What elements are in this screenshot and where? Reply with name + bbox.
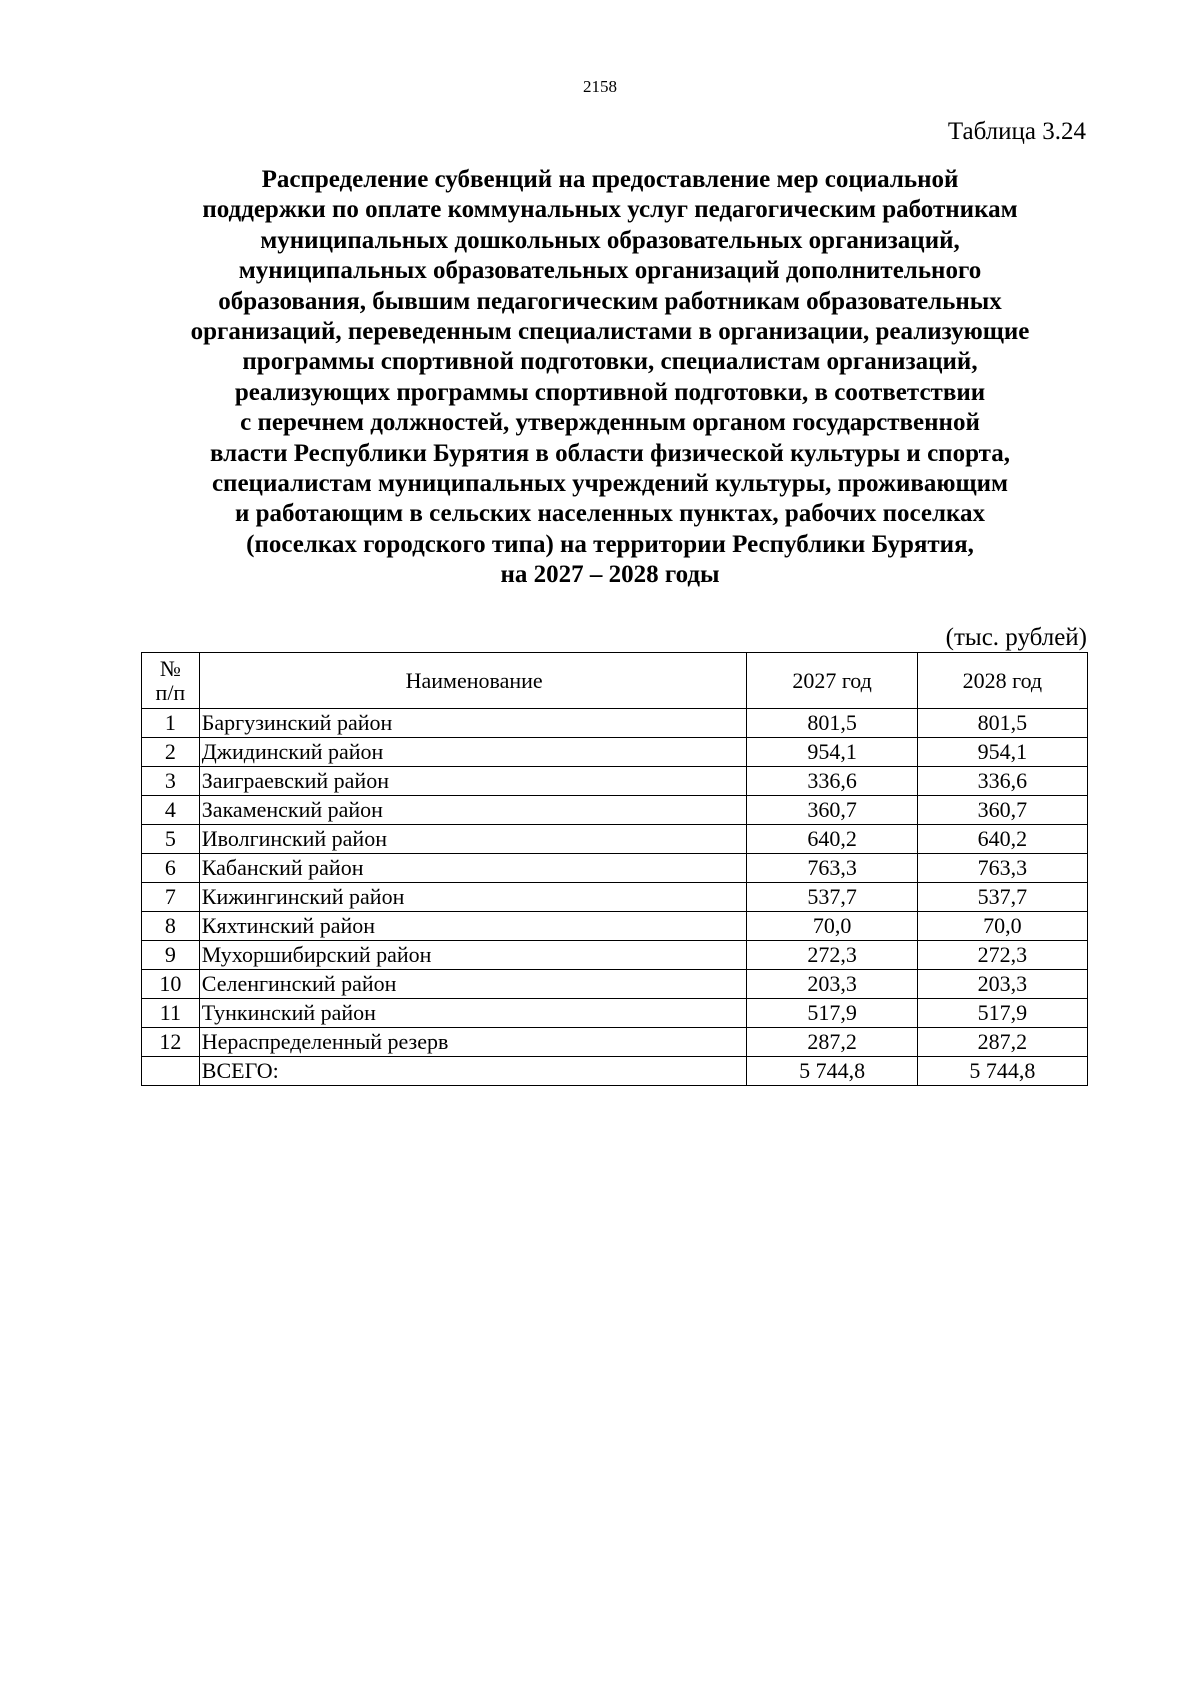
row-value-2028: 640,2 — [917, 825, 1087, 854]
row-value-2028: 954,1 — [917, 738, 1087, 767]
header-num-symbol: № — [159, 655, 181, 681]
table-row — [142, 883, 1088, 912]
row-name: Джидинский район — [199, 738, 747, 767]
table-row — [142, 1028, 1088, 1057]
total-value-2028: 5 744,8 — [917, 1057, 1087, 1086]
table-header-row — [142, 653, 1088, 709]
row-num: 12 — [142, 1028, 200, 1057]
title-line: муниципальных дошкольных образовательных организаций, — [260, 226, 960, 254]
row-name: Иволгинский район — [199, 825, 747, 854]
row-num: 1 — [142, 709, 200, 738]
row-name-total: ВСЕГО: — [199, 1057, 747, 1086]
row-num: 7 — [142, 883, 200, 912]
row-name: Закаменский район — [199, 796, 747, 825]
header-year-2027: 2027 год — [747, 653, 917, 709]
row-value-2027: 203,3 — [747, 970, 917, 999]
row-value-2027: 763,3 — [747, 854, 917, 883]
row-value-2028: 336,6 — [917, 767, 1087, 796]
title-line: организаций, переведенным специалистами в организации, реализующие — [190, 318, 1030, 346]
row-num: 8 — [142, 912, 200, 941]
title-line: (поселках городского типа) на территории Республики Бурятия, — [246, 530, 974, 558]
row-name: Баргузинский район — [199, 709, 747, 738]
row-num: 3 — [142, 767, 200, 796]
title-line: программы спортивной подготовки, специалистам организаций, — [242, 348, 978, 376]
row-value-2027: 640,2 — [747, 825, 917, 854]
title-line: образования, бывшим педагогическим работникам образовательных — [218, 287, 1002, 315]
table-row — [142, 999, 1088, 1028]
row-num: 9 — [142, 941, 200, 970]
header-num — [142, 653, 200, 709]
table-row — [142, 738, 1088, 767]
row-value-2028: 272,3 — [917, 941, 1087, 970]
row-name: Кижингинский район — [199, 883, 747, 912]
total-value-2027: 5 744,8 — [747, 1057, 917, 1086]
row-value-2027: 537,7 — [747, 883, 917, 912]
title-line: специалистам муниципальных учреждений культуры, проживающим — [211, 470, 1009, 498]
table-row — [142, 941, 1088, 970]
header-num-abbr: п/п — [155, 679, 186, 705]
row-name: Мухоршибирский район — [199, 941, 747, 970]
row-num — [142, 1057, 200, 1086]
table-row — [142, 767, 1088, 796]
row-value-2028: 360,7 — [917, 796, 1087, 825]
row-value-2028: 203,3 — [917, 970, 1087, 999]
row-value-2027: 801,5 — [747, 709, 917, 738]
table-row — [142, 970, 1088, 999]
title-line: поддержки по оплате коммунальных услуг педагогическим работникам — [202, 196, 1018, 224]
table-row — [142, 854, 1088, 883]
row-name: Тункинский район — [199, 999, 747, 1028]
row-value-2028: 517,9 — [917, 999, 1087, 1028]
row-num: 4 — [142, 796, 200, 825]
row-value-2027: 70,0 — [747, 912, 917, 941]
row-name: Селенгинский район — [199, 970, 747, 999]
title-line: с перечнем должностей, утвержденным органом государственной — [240, 409, 980, 437]
row-value-2027: 272,3 — [747, 941, 917, 970]
title-line: власти Республики Бурятия в области физической культуры и спорта, — [210, 439, 1010, 467]
page-number: 2158 — [583, 77, 617, 96]
table-row — [142, 796, 1088, 825]
title-line: и работающим в сельских населенных пунктах, рабочих поселках — [234, 500, 986, 528]
table-row — [142, 912, 1088, 941]
row-num: 6 — [142, 854, 200, 883]
table-title — [140, 165, 1080, 591]
table-label: Таблица 3.24 — [947, 118, 1086, 145]
row-num: 5 — [142, 825, 200, 854]
row-value-2028: 763,3 — [917, 854, 1087, 883]
subvention-table — [141, 652, 1088, 1086]
title-line: реализующих программы спортивной подготовки, в соответствии — [234, 378, 986, 406]
row-value-2027: 287,2 — [747, 1028, 917, 1057]
row-value-2027: 954,1 — [747, 738, 917, 767]
title-line: на 2027 – 2028 годы — [500, 561, 720, 589]
header-name: Наименование — [199, 653, 747, 709]
title-line: Распределение субвенций на предоставление мер социальной — [261, 166, 959, 193]
row-num: 11 — [142, 999, 200, 1028]
table-total-row — [142, 1057, 1088, 1086]
row-value-2027: 336,6 — [747, 767, 917, 796]
row-name: Нераспределенный резерв — [199, 1028, 747, 1057]
row-name: Кабанский район — [199, 854, 747, 883]
row-name: Заиграевский район — [199, 767, 747, 796]
table-row — [142, 825, 1088, 854]
row-name: Кяхтинский район — [199, 912, 747, 941]
row-value-2027: 517,9 — [747, 999, 917, 1028]
row-num: 2 — [142, 738, 200, 767]
row-value-2028: 801,5 — [917, 709, 1087, 738]
title-line: муниципальных образовательных организаций дополнительного — [238, 257, 982, 285]
header-year-2028: 2028 год — [917, 653, 1087, 709]
row-value-2028: 287,2 — [917, 1028, 1087, 1057]
units-label: (тыс. рублей) — [945, 624, 1087, 651]
row-num: 10 — [142, 970, 200, 999]
table-row — [142, 709, 1088, 738]
row-value-2028: 537,7 — [917, 883, 1087, 912]
row-value-2027: 360,7 — [747, 796, 917, 825]
row-value-2028: 70,0 — [917, 912, 1087, 941]
